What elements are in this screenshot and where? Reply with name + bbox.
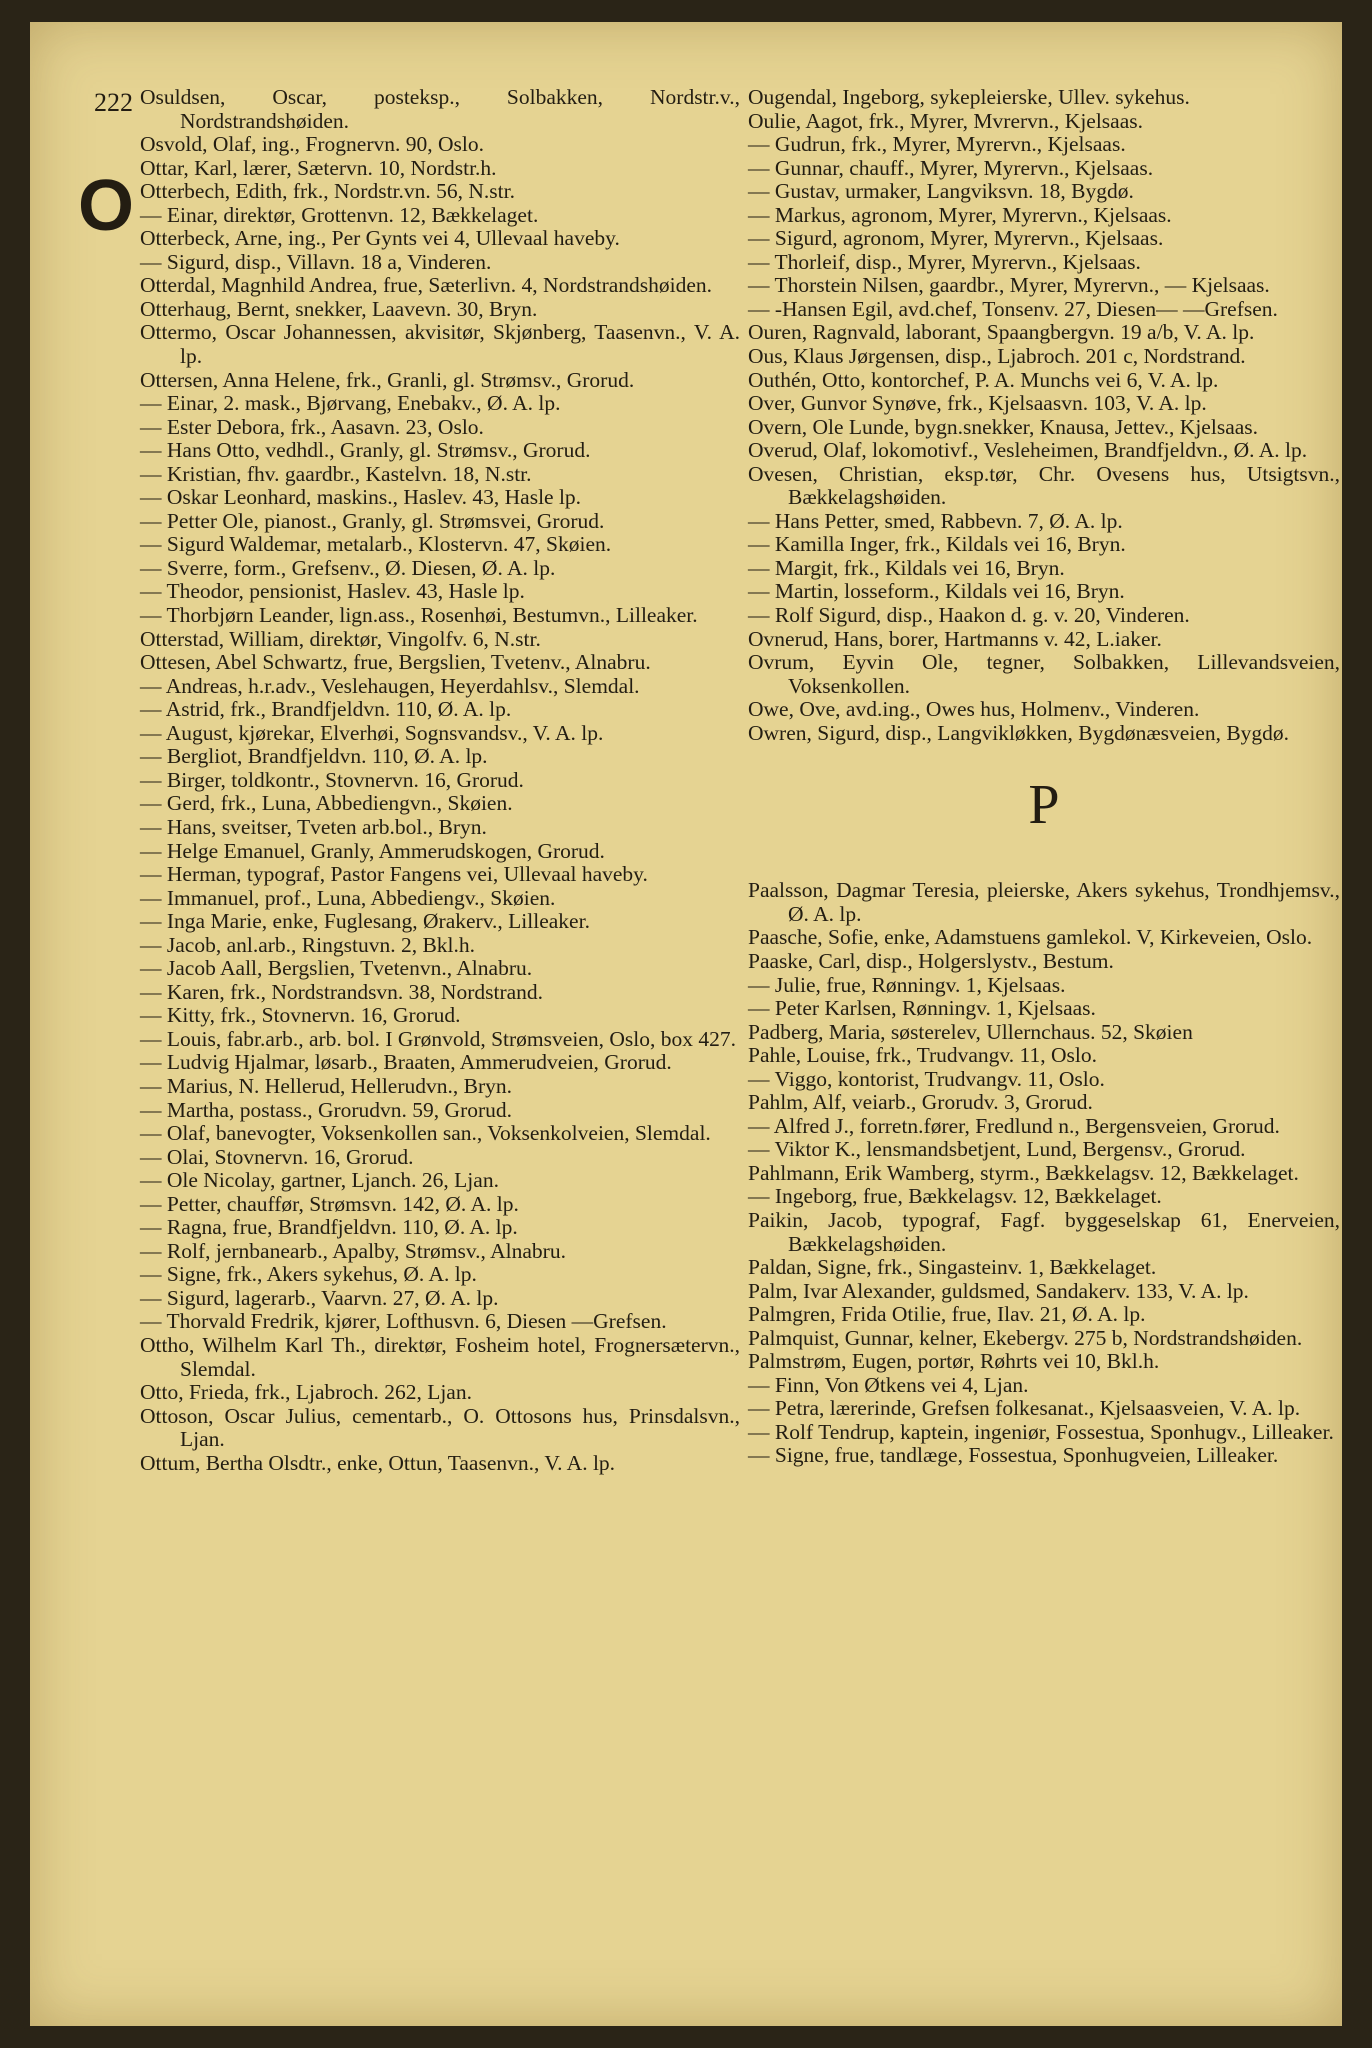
directory-entry: — Sverre, form., Grefsenv., Ø. Diesen, Ø. A. lp. [140, 555, 556, 580]
directory-entry: Ouren, Ragnvald, laborant, Spaangbergvn. 19 a/b, V. A. lp. [748, 320, 1255, 345]
directory-entry: — Andreas, h.r.adv., Veslehaugen, Heyerdahlsv., Slemdal. [140, 673, 640, 698]
directory-entry: Osuldsen, Oscar, posteksp., Solbakken, Nordstr.v., Nordstrandshøiden. [140, 85, 740, 133]
directory-entry: — Martha, postass., Grorudvn. 59, Grorud. [140, 1097, 513, 1122]
directory-entry: Pahle, Louise, frk., Trudvangv. 11, Oslo. [748, 1043, 1097, 1068]
left-column [140, 86, 740, 1475]
directory-entry: — Thorvald Fredrik, kjører, Lofthusvn. 6, Diesen —Grefsen. [140, 1309, 667, 1334]
directory-entry: — Thorleif, disp., Myrer, Myrervn., Kjelsaas. [748, 249, 1141, 274]
directory-entry: Otterbech, Edith, frk., Nordstr.vn. 56, N.str. [140, 179, 516, 204]
directory-entry: — Alfred J., forretn.fører, Fredlund n., Bergensveien, Grorud. [748, 1113, 1280, 1138]
directory-entry: — Rolf Sigurd, disp., Haakon d. g. v. 20, Vinderen. [748, 603, 1190, 628]
directory-entry: — Thorbjørn Leander, lign.ass., Rosenhøi, Bestumvn., Lilleaker. [140, 603, 698, 628]
directory-entry: — Karen, frk., Nordstrandsvn. 38, Nordstrand. [140, 979, 544, 1004]
directory-entry: — Petter, chauffør, Strømsvn. 142, Ø. A. lp. [140, 1191, 519, 1216]
directory-entry: Pahlm, Alf, veiarb., Grorudv. 3, Grorud. [748, 1090, 1093, 1115]
directory-entry: — Julie, frue, Rønningv. 1, Kjelsaas. [748, 972, 1066, 997]
directory-entry: Owe, Ove, avd.ing., Owes hus, Holmenv., Vinderen. [748, 697, 1200, 722]
directory-entry: — Jacob, anl.arb., Ringstuvn. 2, Bkl.h. [140, 932, 476, 957]
directory-entry: — Birger, toldkontr., Stovnervn. 16, Grorud. [140, 767, 524, 792]
directory-entry: — Ludvig Hjalmar, løsarb., Braaten, Ammerudveien, Grorud. [140, 1050, 672, 1075]
directory-entry: Otterbeck, Arne, ing., Per Gynts vei 4, Ullevaal haveby. [140, 226, 620, 251]
directory-entry: Overn, Ole Lunde, bygn.snekker, Knausa, Jettev., Kjelsaas. [748, 414, 1259, 439]
directory-entry: Ottum, Bertha Olsdtr., enke, Ottun, Taasenvn., V. A. lp. [140, 1450, 616, 1475]
directory-entry: — Gustav, urmaker, Langviksvn. 18, Bygdø. [748, 179, 1134, 204]
directory-entry: — Ester Debora, frk., Aasavn. 23, Oslo. [140, 414, 484, 439]
directory-entry: — Gerd, frk., Luna, Abbediengvn., Skøien. [140, 791, 513, 816]
directory-entry: — Finn, Von Øtkens vei 4, Ljan. [748, 1372, 1029, 1397]
directory-entry: — Jacob Aall, Bergslien, Tvetenvn., Alnabru. [140, 956, 533, 981]
directory-entry: Otterdal, Magnhild Andrea, frue, Sæterlivn. 4, Nordstrandshøiden. [140, 273, 713, 298]
right-column-p-entries [748, 879, 1340, 1468]
directory-entry: Osvold, Olaf, ing., Frognervn. 90, Oslo. [140, 132, 484, 157]
directory-entry: — Theodor, pensionist, Haslev. 43, Hasle lp. [140, 579, 525, 604]
directory-entry: Paikin, Jacob, typograf, Fagf. byggeselskap 61, Enerveien, Bækkelagshøiden. [748, 1207, 1340, 1256]
directory-entry: Palmquist, Gunnar, kelner, Ekebergv. 275 b, Nordstrandshøiden. [748, 1325, 1303, 1350]
directory-entry: — Oskar Leonhard, maskins., Haslev. 43, Hasle lp. [140, 485, 582, 510]
directory-entry: — Olai, Stovnervn. 16, Grorud. [140, 1144, 414, 1169]
directory-entry: — Inga Marie, enke, Fuglesang, Ørakerv., Lilleaker. [140, 909, 590, 934]
directory-entry: Ottho, Wilhelm Karl Th., direktør, Fosheim hotel, Frognersætervn., Slemdal. [140, 1332, 740, 1381]
directory-entry: Oulie, Aagot, frk., Myrer, Mvrervn., Kjelsaas. [748, 108, 1143, 133]
directory-entry: — Ole Nicolay, gartner, Ljanch. 26, Ljan. [140, 1168, 499, 1193]
directory-entry: — Signe, frue, tandlæge, Fossestua, Sponhugveien, Lilleaker. [748, 1443, 1279, 1468]
directory-entry: — Marius, N. Hellerud, Hellerudvn., Bryn. [140, 1073, 512, 1098]
directory-entry: Ovrum, Eyvin Ole, tegner, Solbakken, Lillevandsveien, Voksenkollen. [748, 650, 1340, 698]
directory-entry: Over, Gunvor Synøve, frk., Kjelsaasvn. 103, V. A. lp. [748, 391, 1207, 416]
directory-entry: — Sigurd, agronom, Myrer, Myrervn., Kjelsaas. [748, 226, 1164, 251]
directory-entry: Pahlmann, Erik Wamberg, styrm., Bækkelagsv. 12, Bækkelaget. [748, 1160, 1299, 1185]
directory-entry: Otterhaug, Bernt, snekker, Laavevn. 30, Bryn. [140, 296, 538, 321]
directory-entry: Ougendal, Ingeborg, sykepleierske, Ullev. sykehus. [748, 85, 1190, 109]
directory-entry: — Kristian, fhv. gaardbr., Kastelvn. 18, N.str. [140, 461, 532, 486]
directory-entry: Ovnerud, Hans, borer, Hartmanns v. 42, L.iaker. [748, 626, 1162, 651]
directory-entry: — Hans Petter, smed, Rabbevn. 7, Ø. A. lp. [748, 508, 1123, 533]
directory-entry: Otto, Frieda, frk., Ljabroch. 262, Ljan. [140, 1380, 472, 1405]
directory-page [30, 22, 1342, 2026]
directory-entry: Outhén, Otto, kontorchef, P. A. Munchs vei 6, V. A. lp. [748, 367, 1219, 392]
right-column [748, 86, 1340, 1468]
directory-entry: — Thorstein Nilsen, gaardbr., Myrer, Myrervn., — Kjelsaas. [748, 273, 1270, 298]
directory-entry: — August, kjørekar, Elverhøi, Sognsvandsv., V. A. lp. [140, 720, 604, 745]
page-number: 222 [94, 88, 133, 117]
directory-entry: Paldan, Signe, frk., Singasteinv. 1, Bækkelaget. [748, 1255, 1157, 1280]
directory-entry: — Immanuel, prof., Luna, Abbediengv., Skøien. [140, 885, 556, 910]
directory-entry: — -Hansen Egil, avd.chef, Tonsenv. 27, Diesen— —Grefsen. [748, 296, 1278, 321]
directory-entry: — Ingeborg, frue, Bækkelagsv. 12, Bækkelaget. [748, 1184, 1162, 1209]
directory-entry: — Hans, sveitser, Tveten arb.bol., Bryn. [140, 814, 487, 839]
directory-entry: Otterstad, William, direktør, Vingolfv. 6, N.str. [140, 626, 541, 651]
directory-entry: Ottoson, Oscar Julius, cementarb., O. Ottosons hus, Prinsdalsvn., Ljan. [140, 1403, 740, 1452]
directory-entry: Ous, Klaus Jørgensen, disp., Ljabroch. 201 c, Nordstrand. [748, 344, 1246, 369]
directory-entry: Paaske, Carl, disp., Holgerslystv., Bestum. [748, 948, 1114, 973]
directory-entry: — Kitty, frk., Stovnervn. 16, Grorud. [140, 1003, 461, 1028]
directory-entry: Paasche, Sofie, enke, Adamstuens gamlekol. V, Kirkeveien, Oslo. [748, 925, 1313, 950]
directory-entry: — Einar, direktør, Grottenvn. 12, Bækkelaget. [140, 202, 539, 227]
directory-entry: Owren, Sigurd, disp., Langvikløkken, Bygdønæsveien, Bygdø. [748, 720, 1290, 745]
section-letter-p: P [1028, 774, 1060, 837]
directory-entry: — Petra, lærerinde, Grefsen folkesanat., Kjelsaasveien, V. A. lp. [748, 1396, 1301, 1421]
directory-entry: Overud, Olaf, lokomotivf., Vesleheimen, Brandfjeldvn., Ø. A. lp. [748, 438, 1308, 463]
directory-entry: — Rolf, jernbanearb., Apalby, Strømsv., Alnabru. [140, 1238, 566, 1263]
directory-entry: — Margit, frk., Kildals vei 16, Bryn. [748, 555, 1065, 580]
directory-entry: Ovesen, Christian, eksp.tør, Chr. Ovesens hus, Utsigtsvn., Bækkelagshøiden. [748, 461, 1340, 510]
directory-entry: Padberg, Maria, søsterelev, Ullernchaus. 52, Skøien [748, 1019, 1193, 1044]
directory-entry: Ottar, Karl, lærer, Sætervn. 10, Nordstr.h. [140, 155, 497, 180]
directory-entry: — Olaf, banevogter, Voksenkollen san., Voksenkolveien, Slemdal. [140, 1121, 711, 1146]
directory-entry: Ottersen, Anna Helene, frk., Granli, gl. Strømsv., Grorud. [140, 367, 635, 392]
directory-entry: — Herman, typograf, Pastor Fangens vei, Ullevaal haveby. [140, 862, 648, 887]
directory-entry: — Signe, frk., Akers sykehus, Ø. A. lp. [140, 1262, 477, 1287]
directory-entry: Palmgren, Frida Otilie, frue, Ilav. 21, Ø. A. lp. [748, 1302, 1146, 1327]
section-letter-o: O [78, 166, 135, 246]
directory-entry: — Sigurd, lagerarb., Vaarvn. 27, Ø. A. lp. [140, 1285, 499, 1310]
directory-entry: Paalsson, Dagmar Teresia, pleierske, Akers sykehus, Trondhjemsv., Ø. A. lp. [748, 878, 1340, 926]
directory-entry: — Gunnar, chauff., Myrer, Myrervn., Kjelsaas. [748, 155, 1154, 180]
directory-entry: — Gudrun, frk., Myrer, Myrervn., Kjelsaas. [748, 132, 1126, 157]
directory-entry: — Peter Karlsen, Rønningv. 1, Kjelsaas. [748, 996, 1096, 1021]
directory-entry: — Hans Otto, vedhdl., Granly, gl. Strømsv., Grorud. [140, 438, 591, 463]
directory-entry: — Bergliot, Brandfjeldvn. 110, Ø. A. lp. [140, 744, 488, 769]
directory-entry: — Markus, agronom, Myrer, Myrervn., Kjelsaas. [748, 202, 1172, 227]
directory-entry: — Ragna, frue, Brandfjeldvn. 110, Ø. A. lp. [140, 1215, 518, 1240]
directory-entry: — Viktor K., lensmandsbetjent, Lund, Bergensv., Grorud. [748, 1137, 1246, 1162]
directory-entry: Ottesen, Abel Schwartz, frue, Bergslien, Tvetenv., Alnabru. [140, 650, 651, 675]
directory-entry: — Sigurd Waldemar, metalarb., Klostervn. 47, Skøien. [140, 532, 612, 557]
directory-entry: — Kamilla Inger, frk., Kildals vei 16, Bryn. [748, 532, 1126, 557]
directory-entry: Ottermo, Oscar Johannessen, akvisitør, Skjønberg, Taasenvn., V. A. lp. [140, 320, 740, 369]
directory-entry: — Louis, fabr.arb., arb. bol. I Grønvold, Strømsveien, Oslo, box 427. [140, 1026, 736, 1051]
directory-entry: — Sigurd, disp., Villavn. 18 a, Vinderen. [140, 249, 492, 274]
directory-entry: — Rolf Tendrup, kaptein, ingeniør, Fossestua, Sponhugv., Lilleaker. [748, 1419, 1334, 1444]
right-column-o-entries [748, 86, 1340, 745]
directory-entry: Palmstrøm, Eugen, portør, Røhrts vei 10, Bkl.h. [748, 1349, 1160, 1374]
directory-entry: — Einar, 2. mask., Bjørvang, Enebakv., Ø. A. lp. [140, 391, 561, 416]
directory-entry: — Viggo, kontorist, Trudvangv. 11, Oslo. [748, 1066, 1105, 1091]
directory-entry: — Petter Ole, pianost., Granly, gl. Strømsvei, Grorud. [140, 508, 605, 533]
directory-entry: — Martin, losseform., Kildals vei 16, Bryn. [748, 579, 1125, 604]
directory-entry: — Astrid, frk., Brandfjeldvn. 110, Ø. A. lp. [140, 697, 512, 722]
directory-entry: Palm, Ivar Alexander, guldsmed, Sandakerv. 133, V. A. lp. [748, 1278, 1249, 1303]
directory-entry: — Helge Emanuel, Granly, Ammerudskogen, Grorud. [140, 838, 605, 863]
